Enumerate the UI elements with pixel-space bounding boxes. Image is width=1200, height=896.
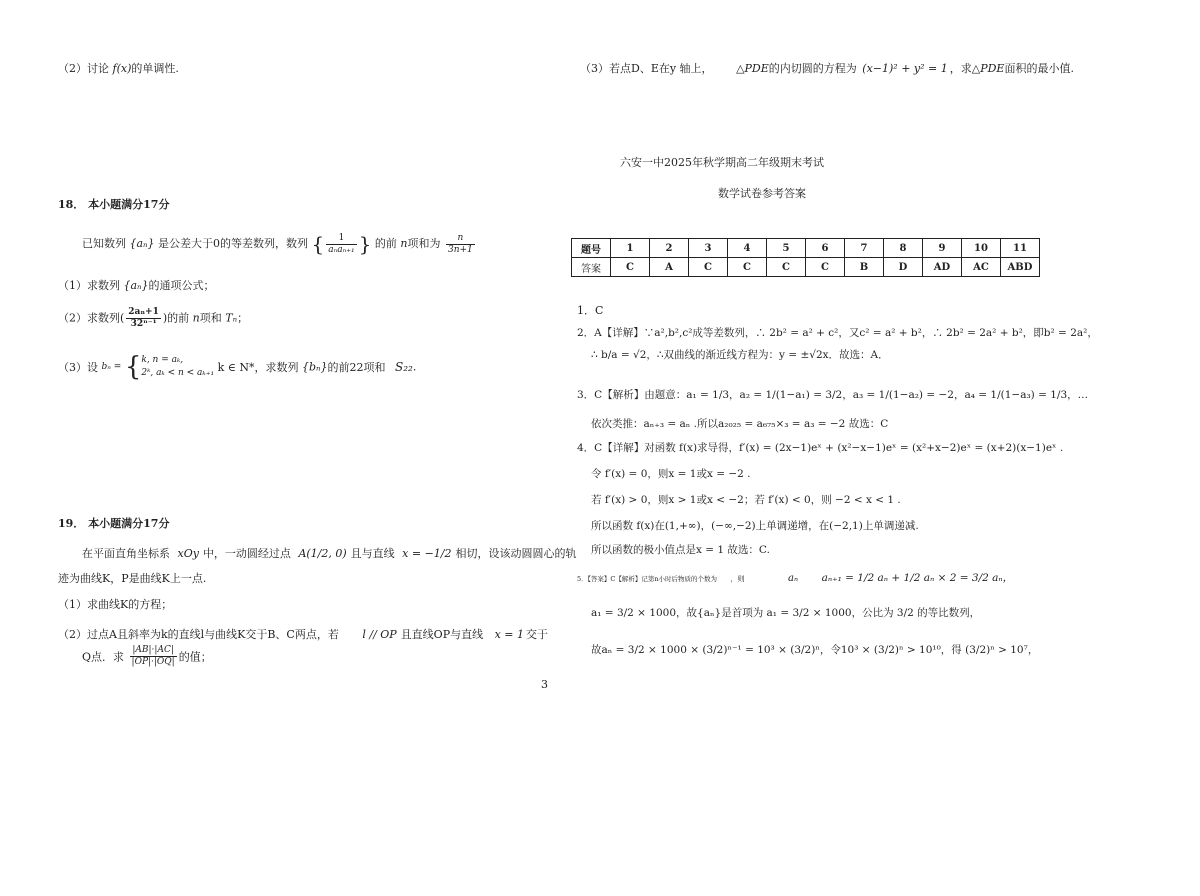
fraction: [126, 307, 161, 330]
answer-2-line1: 2．A【详解】∵a²,b²,c²成等差数列，∴ 2b² = a² + c²，又c² = a² + b²，∴ 2b² = 2a² + b²，即b² = 2a²，: [577, 327, 1098, 339]
q19-stem-line1: [82, 545, 577, 561]
q19-part2-line2: [82, 645, 212, 668]
math: n: [400, 237, 408, 250]
text: （1）求数列: [58, 279, 120, 292]
text: 在平面直角坐标系: [82, 547, 170, 560]
math: l // OP: [362, 628, 397, 641]
math: △PDE: [971, 62, 1005, 75]
answer-4-line4: 所以函数 f(x)在(1,+∞)，(−∞,−2)上单调递增，在(−2,1)上单调递减.: [591, 520, 919, 532]
frac-den: 32ⁿ⁻¹: [130, 319, 157, 329]
frac-den: aₙaₙ₊₁: [328, 244, 355, 255]
math: bₙ =: [101, 362, 122, 372]
table-cell: B: [845, 258, 884, 277]
answer-5-line1: [577, 570, 1013, 585]
answer-3-line1: 3．C【解析】由题意：a₁ = 1/3，a₂ = 1/(1−a₁) = 3/2，a₃ = 1/(1−a₂) = −2，a₄ = 1/(1−a₃) = 1/3，…: [577, 389, 1089, 401]
text: 是公差大于0的等差数列，数列: [158, 237, 309, 250]
math: {aₙ}: [123, 279, 149, 292]
table-cell: 1: [611, 239, 650, 258]
q19-stem-line2: 迹为曲线K，P是曲线K上一点.: [58, 572, 207, 585]
frac-den: 3n+1: [447, 244, 473, 255]
case: k, n = aₖ,: [141, 355, 184, 365]
table-cell: 9: [923, 239, 962, 258]
table-cell: C: [689, 258, 728, 277]
table-cell: 3: [689, 239, 728, 258]
q19-header: 19． 本小题满分17分: [58, 517, 170, 530]
text: （2）求数列(: [58, 311, 125, 325]
answer-title: 六安一中2025年秋学期高二年级期末考试: [620, 156, 824, 169]
text: （2）讨论: [58, 62, 109, 75]
table-cell: 8: [884, 239, 923, 258]
text: 项和: [199, 311, 222, 325]
answer-4-line1: 4．C【详解】对函数 f(x)求导得，f′(x) = (2x−1)eˣ + (x²−x−1)eˣ = (x²+x−2)eˣ = (x+2)(x−1)eˣ .: [577, 442, 1064, 454]
fraction: [130, 645, 177, 668]
text: 5．【答案】C【解析】记第n小时后物质的个数为: [577, 575, 718, 583]
text: 面积的最小值.: [1004, 62, 1074, 75]
table-cell: C: [767, 258, 806, 277]
table-row: [572, 239, 1040, 258]
q18-part3: [58, 352, 416, 382]
text: 且直线OP与直线: [400, 628, 484, 641]
text: Q点．求: [82, 650, 125, 664]
math: aₙ: [788, 573, 799, 584]
answer-1: 1．C: [577, 304, 604, 317]
table-cell: A: [650, 258, 689, 277]
math: aₙ₊₁ = 1/2 aₙ + 1/2 aₙ × 2 = 3/2 aₙ，: [821, 572, 1014, 584]
q18-header: 18． 本小题满分17分: [58, 198, 170, 211]
text: 的前: [374, 237, 397, 250]
math: xOy: [177, 547, 199, 560]
fraction: [446, 233, 475, 256]
frac-num: 1: [326, 233, 356, 245]
answer-subtitle: 数学试卷参考答案: [718, 187, 806, 200]
answer-table: [571, 238, 1040, 277]
text: ；: [237, 311, 249, 325]
q18-part1: [58, 277, 215, 293]
answer-4-line3: 若 f′(x) > 0，则x > 1或x < −2；若 f′(x) < 0，则 −2 < x < 1 .: [591, 494, 901, 506]
text: 中，一动圆经过点: [202, 547, 291, 560]
table-cell: AD: [923, 258, 962, 277]
math: n: [192, 311, 200, 325]
table-cell: D: [884, 258, 923, 277]
text: 的内切圆的方程为: [768, 62, 857, 75]
answer-4-line5: 所以函数的极小值点是x = 1 故选：C.: [591, 544, 770, 556]
table-cell: 7: [845, 239, 884, 258]
frac-num: |AB|·|AC|: [130, 645, 177, 657]
table-cell: 11: [1001, 239, 1040, 258]
q19-part1: （1）求曲线K的方程；: [58, 598, 173, 611]
text: 的前22项和: [327, 361, 386, 374]
math: {bₙ}: [302, 360, 328, 374]
table-cell: C: [728, 258, 767, 277]
text: 相切，设该动圆圆心的轨: [455, 547, 577, 560]
answer-5-line3: 故aₙ = 3/2 × 1000 × (3/2)ⁿ⁻¹ = 10³ × (3/2)ⁿ，令10³ × (3/2)ⁿ > 10¹⁰，得 (3/2)ⁿ > 10⁷，: [591, 644, 1039, 656]
frac-num: 2aₙ+1: [128, 307, 159, 317]
q18-stem: [82, 232, 477, 256]
brace-open-icon: {: [311, 232, 325, 256]
table-cell: 题号: [572, 239, 611, 258]
text: （3）设: [58, 361, 98, 374]
right-part3: [580, 60, 1074, 76]
frac-num: n: [446, 233, 475, 245]
text: ，则: [730, 575, 745, 583]
page-number: 3: [541, 678, 548, 691]
q17-part2: [58, 60, 179, 76]
math: S₂₂: [395, 360, 413, 374]
math: {aₙ}: [129, 237, 155, 250]
answer-4-line2: 令 f′(x) = 0，则x = 1或x = −2 .: [591, 468, 751, 480]
table-cell: 6: [806, 239, 845, 258]
table-cell: C: [611, 258, 650, 277]
table-cell: ABD: [1001, 258, 1040, 277]
table-cell: 10: [962, 239, 1001, 258]
text: 的单调性.: [131, 62, 179, 75]
table-cell: 4: [728, 239, 767, 258]
text: 已知数列: [82, 237, 126, 250]
math: Tₙ: [225, 311, 238, 325]
answer-5-line2: a₁ = 3/2 × 1000，故{aₙ}是首项为 a₁ = 3/2 × 1000，公比为 3/2 的等比数列，: [591, 607, 981, 619]
table-cell: 答案: [572, 258, 611, 277]
brace-close-icon: }: [358, 232, 372, 256]
table-cell: C: [806, 258, 845, 277]
table-cell: AC: [962, 258, 1001, 277]
text: 交于: [526, 628, 549, 641]
text: 的通项公式；: [148, 279, 215, 292]
text: )的前: [162, 311, 190, 325]
case: 2ᵏ, aₖ < n < aₖ₊₁: [141, 368, 215, 378]
fraction: [326, 233, 356, 256]
frac-den: |OP|·|OQ|: [131, 657, 175, 667]
table-cell: 2: [650, 239, 689, 258]
math: x = 1: [494, 628, 525, 641]
q19-part2-line1: [58, 626, 548, 642]
q18-part2: [58, 307, 248, 330]
text: 的值；: [178, 650, 212, 664]
math: A(1/2, 0): [298, 547, 347, 560]
piecewise: [141, 354, 214, 380]
text: .: [412, 360, 417, 374]
brace-open-icon: {: [124, 352, 142, 382]
text: k ∈ N*，求数列: [217, 361, 299, 374]
answer-2-line2: ∴ b/a = √2，∴双曲线的渐近线方程为：y = ±√2x．故选：A．: [591, 349, 889, 361]
math: x = −1/2: [402, 547, 452, 560]
math: (x−1)² + y² = 1: [862, 62, 948, 75]
text: （2）过点A且斜率为k的直线l与曲线K交于B、C两点，若: [58, 628, 339, 641]
math: f(x): [112, 62, 132, 75]
math: △PDE: [736, 62, 769, 75]
text: ，求: [949, 62, 972, 75]
text: （3）若点D、E在y 轴上，: [580, 62, 713, 75]
table-cell: 5: [767, 239, 806, 258]
answer-3-line2: 依次类推：aₙ₊₃ = aₙ .所以a₂₀₂₅ = a₆₇₅×₃ = a₃ = −2 故选：C: [591, 418, 889, 430]
table-row: [572, 258, 1040, 277]
text: 项和为: [407, 237, 441, 250]
text: 且与直线: [350, 547, 395, 560]
